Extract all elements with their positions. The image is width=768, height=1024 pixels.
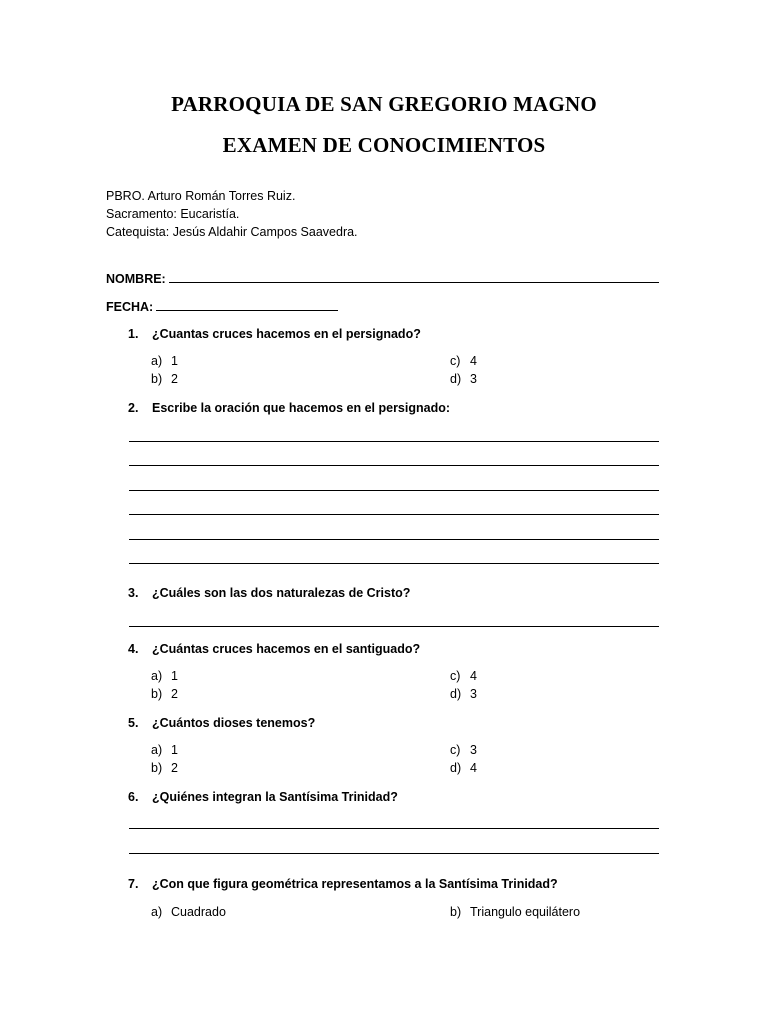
question-text: ¿Cuáles son las dos naturalezas de Cristo? [152, 586, 411, 600]
q4-option-c: c) 4 [450, 669, 477, 683]
name-label: NOMBRE: [106, 272, 166, 286]
q5-option-c: c) 3 [450, 743, 477, 757]
question-number: 7. [128, 877, 139, 891]
q1-option-d: d) 3 [450, 372, 477, 386]
q7-option-a: a) Cuadrado [151, 905, 226, 919]
info-catechist: Catequista: Jesús Aldahir Campos Saavedra. [106, 225, 358, 239]
q1-option-c: c) 4 [450, 354, 477, 368]
date-field [106, 298, 338, 314]
q4-option-b: b) 2 [151, 687, 178, 701]
q4-option-d: d) 3 [450, 687, 477, 701]
q1-option-b: b) 2 [151, 372, 178, 386]
question-1 [128, 327, 421, 341]
answer-line[interactable] [129, 539, 659, 540]
question-text: ¿Cuántos dioses tenemos? [152, 716, 316, 730]
document-subtitle: EXAMEN DE CONOCIMIENTOS [222, 133, 546, 157]
question-number: 4. [128, 642, 139, 656]
answer-line[interactable] [129, 514, 659, 515]
answer-line[interactable] [129, 626, 659, 627]
question-text: ¿Cuantas cruces hacemos en el persignado? [152, 327, 421, 341]
q5-option-a: a) 1 [151, 743, 178, 757]
date-label: FECHA: [106, 300, 154, 314]
name-blank-line[interactable] [169, 270, 659, 283]
answer-line[interactable] [129, 563, 659, 564]
question-3 [128, 586, 410, 600]
date-blank-line[interactable] [156, 298, 338, 311]
question-number: 6. [128, 790, 139, 804]
answer-line[interactable] [129, 441, 659, 442]
info-priest: PBRO. Arturo Román Torres Ruiz. [106, 189, 296, 203]
q7-option-b: b) Triangulo equilátero [450, 905, 581, 919]
answer-line[interactable] [129, 828, 659, 829]
q1-option-a: a) 1 [151, 354, 178, 368]
info-sacrament: Sacramento: Eucaristía. [106, 207, 240, 221]
answer-line[interactable] [129, 465, 659, 466]
question-text: ¿Con que figura geométrica representamos a la Santísima Trinidad? [152, 877, 558, 891]
q4-option-a: a) 1 [151, 669, 178, 683]
question-text: ¿Quiénes integran la Santísima Trinidad? [152, 790, 398, 804]
question-4 [128, 642, 420, 656]
question-2 [128, 401, 450, 415]
question-7 [128, 877, 558, 891]
question-number: 5. [128, 716, 139, 730]
document-title: PARROQUIA DE SAN GREGORIO MAGNO [171, 92, 597, 116]
answer-line[interactable] [129, 490, 659, 491]
q5-option-d: d) 4 [450, 761, 477, 775]
question-6 [128, 790, 398, 804]
question-5 [128, 716, 315, 730]
q5-option-b: b) 2 [151, 761, 178, 775]
answer-line[interactable] [129, 853, 659, 854]
question-text: ¿Cuántas cruces hacemos en el santiguado? [152, 642, 421, 656]
name-field [106, 270, 659, 286]
question-number: 3. [128, 586, 139, 600]
question-text: Escribe la oración que hacemos en el persignado: [152, 401, 451, 415]
question-number: 2. [128, 401, 139, 415]
question-number: 1. [128, 327, 139, 341]
